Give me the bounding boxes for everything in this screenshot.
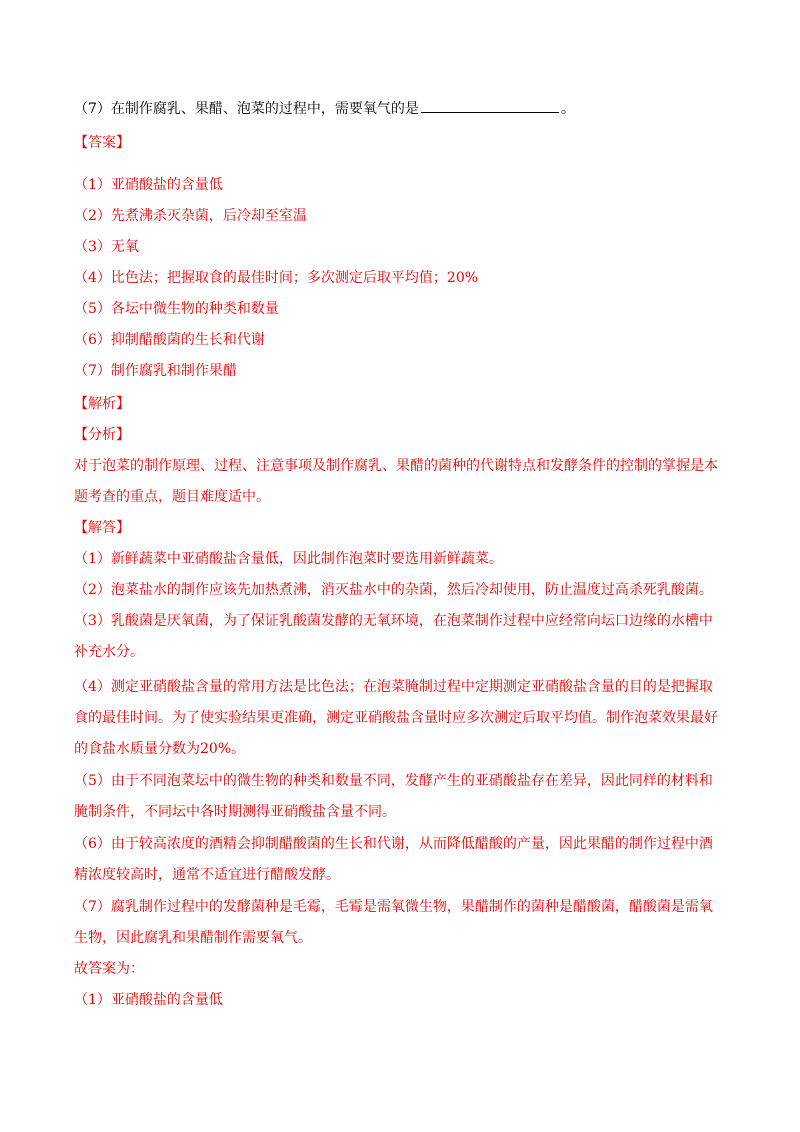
fenxi-heading: 【分析】 — [74, 427, 130, 443]
solution-text: 的食盐水质量分数为20%。 — [74, 741, 246, 757]
solution-text: （6）由于较高浓度的酒精会抑制醋酸菌的生长和代谢，从而降低醋酸的产量，因此果醋的制作过程中酒 — [74, 836, 713, 852]
analysis-text: 题考查的重点，题目难度适中。 — [74, 489, 270, 505]
solution-text: （2）泡菜盐水的制作应该先加热煮沸，消灭盐水中的杂菌，然后冷却使用，防止温度过高杀死乳酸菌。 — [74, 582, 713, 598]
answer-item: （3）无氧 — [74, 239, 139, 255]
solution-text: 精浓度较高时，通常不适宜进行醋酸发酵。 — [74, 867, 340, 883]
question-end: 。 — [560, 101, 575, 117]
answer-item: （5）各坛中微生物的种类和数量 — [74, 301, 279, 317]
solution-text: 腌制条件，不同坛中各时期测得亚硝酸盐含量不同。 — [74, 804, 396, 820]
solution-heading: 【解答】 — [74, 520, 130, 536]
answer-blank — [421, 98, 559, 113]
analysis-text: 对于泡菜的制作原理、过程、注意事项及制作腐乳、果醋的菌种的代谢特点和发酵条件的控制的掌握是本 — [74, 458, 718, 474]
solution-text: （7）腐乳制作过程中的发酵菌种是毛霉，毛霉是需氧微生物，果醋制作的菌种是醋酸菌，醋酸菌是需氧 — [74, 899, 713, 915]
solution-text: 补充水分。 — [74, 644, 144, 660]
answer-item: （1）亚硝酸盐的含量低 — [74, 177, 223, 193]
solution-text: （3）乳酸菌是厌氧菌，为了保证乳酸菌发酵的无氧环境，在泡菜制作过程中应经常向坛口边缘的水槽中 — [74, 613, 713, 629]
solution-text: 生物，因此腐乳和果醋制作需要氧气。 — [74, 930, 312, 946]
solution-text: （5）由于不同泡菜坛中的微生物的种类和数量不同，发酵产生的亚硝酸盐存在差异，因此同样的材料和 — [74, 773, 713, 789]
answer-heading: 【答案】 — [74, 135, 130, 151]
solution-text: 食的最佳时间。为了使实验结果更准确，测定亚硝酸盐含量时应多次测定后取平均值。制作泡菜效果最好 — [74, 710, 718, 726]
answer-item: （7）制作腐乳和制作果醋 — [74, 363, 237, 379]
solution-text: （1）新鲜蔬菜中亚硝酸盐含量低，因此制作泡菜时要选用新鲜蔬菜。 — [74, 551, 503, 567]
final-intro: 故答案为： — [74, 961, 144, 977]
question-7 — [74, 98, 575, 119]
analysis-heading: 【解析】 — [74, 396, 130, 412]
answer-item: （6）抑制醋酸菌的生长和代谢 — [74, 332, 265, 348]
answer-item: （2）先煮沸杀灭杂菌，后冷却至室温 — [74, 208, 307, 224]
solution-text: （4）测定亚硝酸盐含量的常用方法是比色法；在泡菜腌制过程中定期测定亚硝酸盐含量的目的是把握取 — [74, 679, 713, 695]
question-text: （7）在制作腐乳、果醋、泡菜的过程中，需要氧气的是 — [74, 101, 419, 117]
final-answer: （1）亚硝酸盐的含量低 — [74, 992, 223, 1008]
answer-item: （4）比色法；把握取食的最佳时间；多次测定后取平均值；20% — [74, 270, 479, 286]
